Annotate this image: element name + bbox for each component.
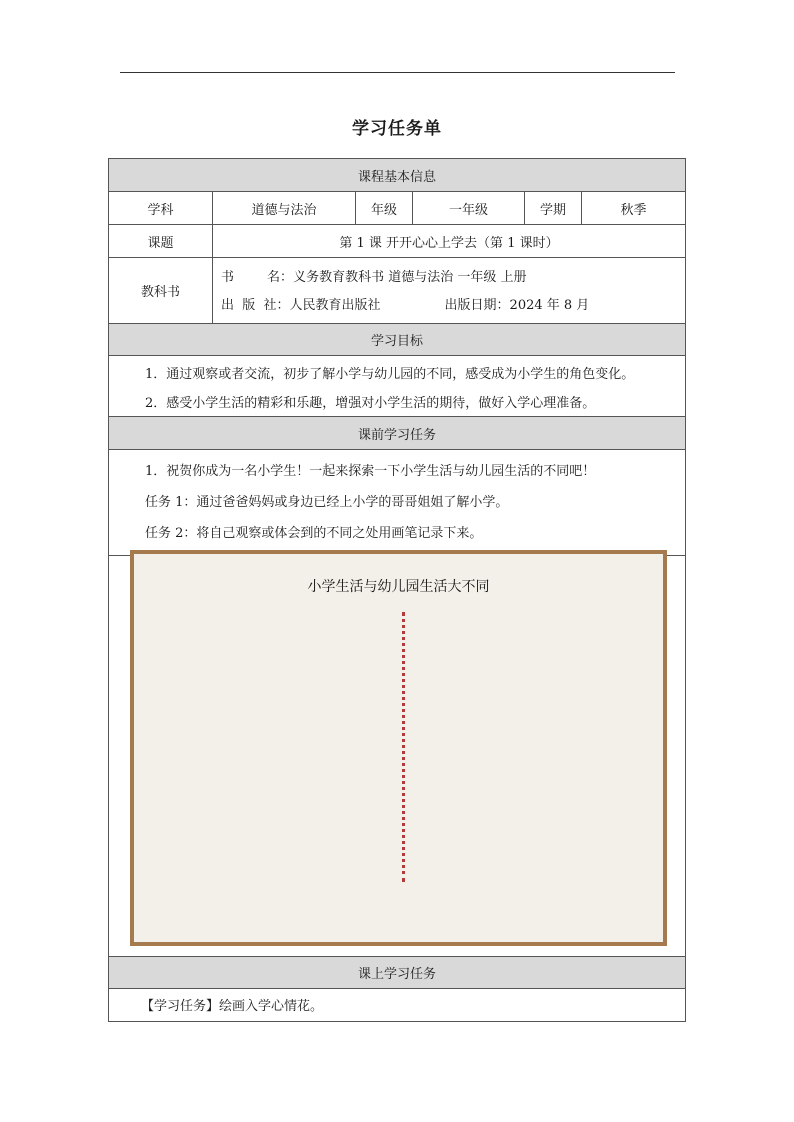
pre-class-intro: 1．祝贺你成为一名小学生！一起来探索一下小学生活与幼儿园生活的不同吧！ bbox=[145, 464, 596, 479]
header-rule bbox=[120, 72, 675, 73]
grade-value: 一年级 bbox=[413, 192, 525, 224]
textbook-row bbox=[109, 258, 685, 324]
goal-item: 1．通过观察或者交流，初步了解小学与幼儿园的不同，感受成为小学生的角色变化。 bbox=[145, 367, 635, 382]
section-header-goals: 学习目标 bbox=[109, 324, 685, 356]
subject-value: 道德与法治 bbox=[213, 192, 356, 224]
grade-label: 年级 bbox=[356, 192, 413, 224]
term-label: 学期 bbox=[525, 192, 582, 224]
section-header-in-class: 课上学习任务 bbox=[108, 956, 686, 989]
in-class-task: 【学习任务】绘画入学心情花。 bbox=[108, 988, 686, 1022]
goal-item: 2．感受小学生活的精彩和乐趣，增强对小学生活的期待，做好入学心理准备。 bbox=[145, 396, 596, 411]
table-right-border bbox=[685, 413, 686, 957]
pub-date-value: 2024 年 8 月 bbox=[509, 298, 590, 313]
section-header-pre-class: 课前学习任务 bbox=[109, 417, 685, 450]
book-name-value: 义务教育教科书 道德与法治 一年级 上册 bbox=[293, 270, 527, 285]
book-name-label: 书 名： bbox=[221, 270, 294, 285]
publisher-value: 人民教育出版社 bbox=[289, 298, 381, 313]
topic-label: 课题 bbox=[109, 225, 213, 257]
task-sheet-table bbox=[108, 158, 686, 556]
topic-value: 第 1 课 开开心心上学去（第 1 课时） bbox=[339, 235, 559, 251]
subject-label: 学科 bbox=[109, 192, 213, 224]
book-name-line bbox=[221, 264, 685, 292]
textbook-details bbox=[213, 258, 685, 323]
term-value: 秋季 bbox=[620, 202, 647, 218]
section-header-basic-info: 课程基本信息 bbox=[109, 159, 685, 192]
publisher-line bbox=[221, 292, 685, 320]
drawing-title: 小学生活与幼儿园生活大不同 bbox=[307, 579, 490, 595]
pre-class-task-2: 任务 2：将自己观察或体会到的不同之处用画笔记录下来。 bbox=[145, 526, 483, 541]
table-left-border bbox=[108, 413, 109, 957]
dotted-divider bbox=[402, 612, 405, 882]
topic-row bbox=[109, 225, 685, 258]
pre-class-tasks bbox=[109, 450, 685, 555]
goals-list bbox=[109, 356, 685, 417]
page-title: 学习任务单 bbox=[352, 119, 442, 139]
pre-class-task-1: 任务 1：通过爸爸妈妈或身边已经上小学的哥哥姐姐了解小学。 bbox=[145, 495, 509, 510]
drawing-area[interactable] bbox=[130, 550, 667, 946]
pub-date-label: 出版日期： bbox=[444, 298, 510, 313]
publisher-label: 出 版 社： bbox=[221, 298, 290, 313]
textbook-label: 教科书 bbox=[109, 258, 213, 323]
subject-row bbox=[109, 192, 685, 225]
